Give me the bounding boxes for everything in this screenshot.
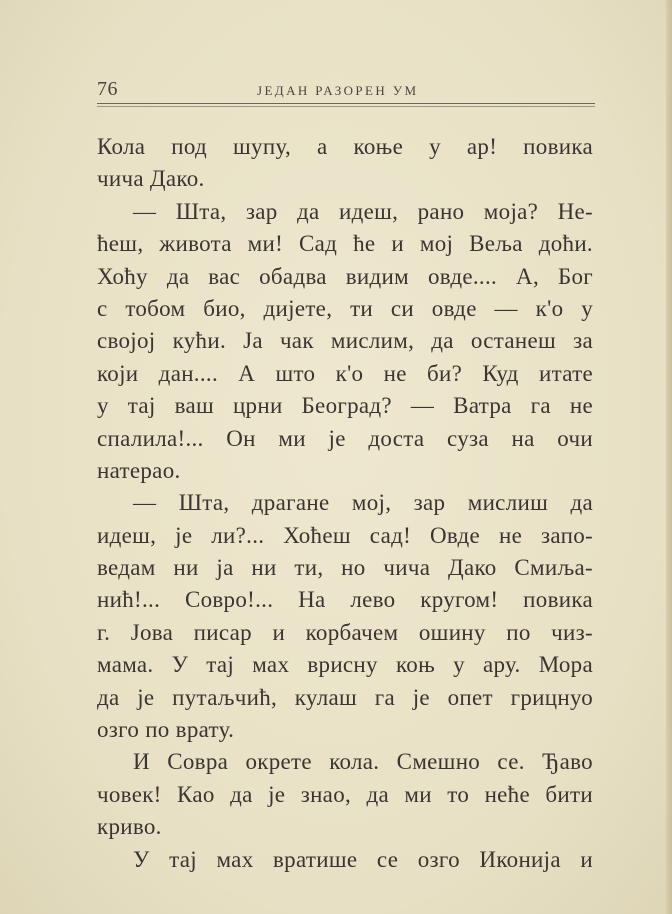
text-line: идеш, је ли?... Хоћеш сад! Овде не запо- (97, 522, 593, 548)
text-line: У тај мах вратише се озго Иконија и (133, 846, 593, 872)
text-line: натерао. (97, 457, 181, 483)
text-line: — Шта, зар да идеш, рано моја? Не- (133, 198, 593, 224)
text-line: ћеш, живота ми! Сад ће и мој Веља доћи. (97, 231, 593, 257)
header-rule (97, 103, 595, 104)
text-line: чича Дако. (97, 166, 205, 192)
body-text (97, 131, 593, 876)
text-line: да је путаљчић, кулаш га је опет грицнуо (97, 684, 593, 710)
text-line: криво. (97, 814, 162, 840)
page-header (97, 78, 595, 100)
page-number: 76 (97, 78, 118, 100)
text-line: у тај ваш црни Београд? — Ватра га не (97, 393, 593, 419)
text-line: с тобом био, дијете, ти си овде — к'о у (97, 295, 593, 321)
text-line: г. Јова писар и корбачем ошину по чиз- (97, 619, 593, 645)
text-line: ведам ни ја ни ти, но чича Дако Смиља- (97, 555, 593, 581)
text-line: — Шта, драгане мој, зар мислиш да (133, 490, 593, 516)
text-line: Кола под шупу, а коње у ар! повика (97, 134, 593, 159)
text-line: који дан.... А што к'о не би? Куд итате (97, 360, 593, 386)
text-line: мама. У тај мах врисну коњ у ару. Мора (97, 652, 593, 678)
running-head: ЈЕДАН РАЗОРЕН УМ (257, 83, 419, 98)
page-edge (666, 0, 672, 914)
text-line: спалила!... Он ми је доста суза на очи (97, 425, 593, 451)
text-line: својој кући. Ја чак мислим, да останеш за (97, 328, 593, 354)
text-line: Хоћу да вас обадва видим овде.... А, Бог (97, 263, 593, 289)
header-rule-secondary (97, 106, 595, 107)
text-line: нић!... Совро!... На лево кругом! повика (97, 587, 593, 613)
text-line: озго по врату. (97, 717, 235, 743)
text-line: И Совра окрете кола. Смешно се. Ђаво (133, 749, 593, 775)
text-line: човек! Као да је знао, да ми то неће бити (97, 781, 593, 807)
